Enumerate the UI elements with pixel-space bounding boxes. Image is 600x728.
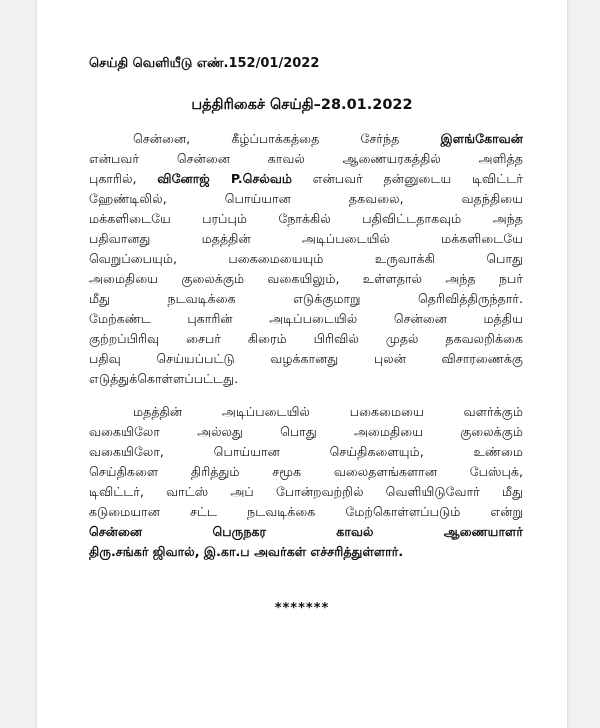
paragraph1-line: மீது நடவடிக்கை எடுக்குமாறு தெரிவித்திருந்தார். <box>89 291 523 306</box>
release-number: செய்தி வெளியீடு எண்.152/01/2022 <box>89 56 320 71</box>
paragraph1-line: வெறுப்பையும், பகைமையையும் உருவாக்கி பொது <box>89 251 523 266</box>
paragraph2-line: டிவிட்டர், வாட்ஸ் அப் போன்றவற்றில் வெளியிடுவோர் மீது <box>89 484 523 499</box>
paragraph1-line: குற்றப்பிரிவு சைபர் கிரைம் பிரிவில் முதல் தகவலறிக்கை <box>89 331 523 346</box>
paragraph1-line: மக்களிடையே பரப்பும் நோக்கில் பதிவிட்டதாகவும் அந்த <box>89 211 523 226</box>
paragraph2-line: கடுமையான சட்ட நடவடிக்கை மேற்கொள்ளப்படும் என்று <box>89 504 523 519</box>
paragraph1-line: என்பவர் சென்னை காவல் ஆணையரகத்தில் அளித்த <box>89 151 523 166</box>
commissioner-name: திரு.சங்கர் ஜிவால், இ.கா.ப அவர்கள் எச்சரித்துள்ளார். <box>89 544 404 559</box>
end-marker: ******* <box>274 601 330 616</box>
text: சென்னை, கீழ்ப்பாக்கத்தை சேர்ந்த <box>133 131 441 146</box>
paragraph1-line <box>89 171 523 187</box>
complainant-name: இளங்கோவன் <box>440 131 523 146</box>
paragraph1-line <box>133 131 523 147</box>
paragraph1-line: ஹேண்டிலில், பொய்யான தகவலை, வதந்தியை <box>89 191 523 206</box>
commissioner-title: சென்னை பெருநகர காவல் ஆணையாளர் <box>89 524 523 539</box>
paragraph1-line: பதிவானது மதத்தின் அடிப்படையில் மக்களிடையே <box>89 231 523 246</box>
paragraph2-line: செய்திகளை திரித்தும் சமூக வலைதளங்களான பேஸ்புக், <box>89 464 523 479</box>
page-title: பத்திரிகைச் செய்தி–28.01.2022 <box>191 97 413 113</box>
paragraph2-line: மதத்தின் அடிப்படையில் பகைமையை வளர்க்கும் <box>133 404 523 419</box>
text: என்பவர் தன்னுடைய டிவிட்டர் <box>292 171 523 186</box>
text: புகாரில், <box>89 171 158 186</box>
paragraph1-line: அமைதியை குலைக்கும் வகையிலும், உள்ளதால் அந்த நபர் <box>89 271 523 286</box>
paragraph1-line: பதிவு செய்யப்பட்டு வழக்கானது புலன் விசாரணைக்கு <box>89 351 523 366</box>
paragraph1-line: எடுத்துக்கொள்ளப்பட்டது. <box>89 371 239 386</box>
paragraph1-line: மேற்கண்ட புகாரின் அடிப்படையில் சென்னை மத்திய <box>89 311 523 326</box>
document-page <box>37 0 567 728</box>
accused-name: வினோஜ் P.செல்வம் <box>157 171 293 186</box>
paragraph2-line: வகையிலோ அல்லது பொது அமைதியை குலைக்கும் <box>89 424 523 439</box>
paragraph2-line: வகையிலோ, பொய்யான செய்திகளையும், உண்மை <box>89 444 523 459</box>
